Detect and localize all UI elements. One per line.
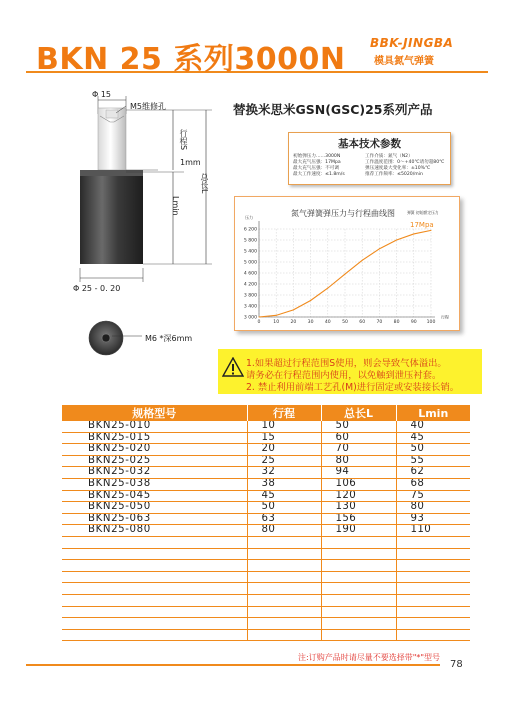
table-row <box>62 583 470 595</box>
x-tick-label: 50 <box>342 320 348 325</box>
lmin-label: Lmin <box>171 196 180 216</box>
series-point <box>310 300 311 301</box>
cell-lmin <box>396 594 470 606</box>
cell-model <box>62 606 247 618</box>
spec-line: 工作温度范围：0～+40℃请勿超80℃ <box>365 160 445 165</box>
cell-total-length <box>321 594 396 606</box>
cell-lmin <box>396 548 470 560</box>
footer-note: 注:订购产品时请尽量不要选择带"*"型号 <box>298 653 441 662</box>
spec-line: 最大充气压强：17Mpa <box>293 160 341 165</box>
table-row <box>62 606 470 618</box>
table-row <box>62 618 470 630</box>
spec-line: 弹压速度最大变化率：±10%℃ <box>365 166 431 171</box>
table-row <box>62 444 470 456</box>
table-row <box>62 594 470 606</box>
y-tick-label: 6 200 <box>243 227 257 233</box>
spec-line: 初始弹压力……3000N <box>293 154 341 159</box>
cell-stroke <box>247 560 321 572</box>
warning-line-3: 2. 禁止利用前端工艺孔(M)进行固定或安装接长销。 <box>246 382 460 393</box>
cell-stroke: 38 <box>247 478 321 490</box>
cell-stroke <box>247 594 321 606</box>
cell-model <box>62 548 247 560</box>
y-tick-label: 3 800 <box>243 293 257 299</box>
y-tick-label: 4 600 <box>243 271 257 277</box>
spec-line: 推荐工作频率：≤5020/min <box>365 172 423 177</box>
table-row <box>62 629 470 641</box>
cell-model: BKN25-025 <box>62 455 247 467</box>
cell-stroke <box>247 629 321 641</box>
cell-lmin: 40 <box>396 421 470 432</box>
x-tick-label: 40 <box>324 320 331 325</box>
header-model: 规格型号 <box>62 405 247 421</box>
brand-subtitle: 模具氮气弹簧 <box>374 56 434 67</box>
cell-total-length: 50 <box>321 421 396 432</box>
spec-line: 工作介质：氮气（N2） <box>365 154 413 159</box>
x-tick-label: 20 <box>290 320 297 325</box>
cell-lmin: 55 <box>396 455 470 467</box>
cell-stroke: 50 <box>247 502 321 514</box>
spec-line: 最大充气压强：不可调 <box>293 166 339 171</box>
cell-stroke <box>247 606 321 618</box>
header-lmin: Lmin <box>396 405 470 421</box>
cell-stroke <box>247 571 321 583</box>
cell-total-length: 80 <box>321 455 396 467</box>
cell-total-length: 120 <box>321 490 396 502</box>
cell-total-length <box>321 548 396 560</box>
table-row <box>62 513 470 525</box>
y-tick-label: 5 000 <box>243 260 257 266</box>
cell-model <box>62 618 247 630</box>
cell-total-length <box>321 583 396 595</box>
cell-total-length: 60 <box>321 432 396 444</box>
cell-lmin <box>396 536 470 548</box>
cell-stroke: 63 <box>247 513 321 525</box>
cell-lmin: 62 <box>396 467 470 479</box>
cell-model <box>62 571 247 583</box>
y-unit-label: 压力 <box>245 215 253 220</box>
cell-model <box>62 560 247 572</box>
cell-total-length <box>321 560 396 572</box>
cell-model: BKN25-020 <box>62 444 247 456</box>
x-tick-label: 60 <box>359 320 366 325</box>
series-point <box>327 288 328 289</box>
cell-lmin: 93 <box>396 513 470 525</box>
cell-total-length: 156 <box>321 513 396 525</box>
cell-total-length: 94 <box>321 467 396 479</box>
cell-total-length <box>321 606 396 618</box>
x-tick-label: 80 <box>393 320 400 325</box>
table-row <box>62 525 470 537</box>
cell-lmin <box>396 606 470 618</box>
cell-stroke: 80 <box>247 525 321 537</box>
header-stroke: 行程 <box>247 405 321 421</box>
y-tick-label: 5 800 <box>243 238 257 244</box>
series-point <box>379 248 380 249</box>
total-length-label: 总长L <box>200 173 209 194</box>
brand-logo: BBK-JINGBA <box>370 36 454 50</box>
table-row <box>62 478 470 490</box>
spring-drawing <box>60 86 230 361</box>
cell-model: BKN25-050 <box>62 502 247 514</box>
cell-lmin <box>396 571 470 583</box>
table-row <box>62 455 470 467</box>
cell-model <box>62 536 247 548</box>
table-row <box>62 536 470 548</box>
cell-lmin <box>396 560 470 572</box>
chart-title: 氮气弹簧弹压力与行程曲线图 <box>291 209 395 218</box>
table-row <box>62 490 470 502</box>
table-row <box>62 548 470 560</box>
cell-model: BKN25-010 <box>62 421 247 432</box>
cell-total-length <box>321 629 396 641</box>
table-row <box>62 467 470 479</box>
cell-lmin: 110 <box>396 525 470 537</box>
warning-line-1: 1.如果超过行程范围S使用，则会导致气体溢出。 <box>246 358 447 369</box>
x-unit-label: 行程 <box>441 314 449 320</box>
y-tick-label: 3 400 <box>243 304 257 310</box>
series-point <box>345 274 346 275</box>
table-body <box>62 421 470 641</box>
table-row <box>62 571 470 583</box>
cell-stroke: 25 <box>247 455 321 467</box>
phi-top-label: Φ 15 <box>92 90 112 99</box>
m6-label: M6 *深6mm <box>145 334 193 343</box>
cell-model: BKN25-032 <box>62 467 247 479</box>
cell-stroke: 45 <box>247 490 321 502</box>
x-tick-label: 100 <box>426 320 436 325</box>
cell-lmin: 80 <box>396 502 470 514</box>
cell-total-length: 70 <box>321 444 396 456</box>
page-number: 78 <box>450 659 463 670</box>
y-tick-label: 5 400 <box>243 249 257 255</box>
spec-box <box>288 132 451 185</box>
cell-total-length: 106 <box>321 478 396 490</box>
cell-lmin: 75 <box>396 490 470 502</box>
spec-table <box>62 405 470 641</box>
cell-lmin: 45 <box>396 432 470 444</box>
cell-lmin: 68 <box>396 478 470 490</box>
cell-stroke <box>247 583 321 595</box>
cell-total-length: 190 <box>321 525 396 537</box>
cell-total-length <box>321 536 396 548</box>
cell-stroke <box>247 536 321 548</box>
one-mm-label: 1mm <box>180 158 201 167</box>
legend-label: 弹簧 初始额定压力 <box>407 210 439 215</box>
phi-bottom-label: Φ 25 - 0. 20 <box>73 284 121 293</box>
series-point <box>396 240 397 241</box>
cell-model: BKN25-015 <box>62 432 247 444</box>
cell-model <box>62 594 247 606</box>
cell-model: BKN25-063 <box>62 513 247 525</box>
cell-model: BKN25-038 <box>62 478 247 490</box>
cell-stroke: 15 <box>247 432 321 444</box>
table-row <box>62 421 470 432</box>
spec-line: 最大工作速度：≤1.8m/s <box>293 172 345 177</box>
series-point <box>293 309 294 310</box>
table-row <box>62 432 470 444</box>
cell-total-length: 130 <box>321 502 396 514</box>
cell-stroke: 20 <box>247 444 321 456</box>
y-tick-label: 4 200 <box>243 282 257 288</box>
pressure-stroke-chart <box>235 197 459 330</box>
series-point <box>431 230 432 231</box>
table-row <box>62 502 470 514</box>
cell-lmin <box>396 629 470 641</box>
x-tick-label: 10 <box>273 320 280 325</box>
annotation-label: 17Mpa <box>410 221 434 229</box>
chart-box <box>234 196 460 331</box>
x-tick-label: 90 <box>410 320 417 325</box>
cell-lmin <box>396 583 470 595</box>
footer-rule <box>26 664 440 666</box>
x-tick-label: 70 <box>376 320 383 325</box>
x-tick-label: 30 <box>307 320 314 325</box>
warning-icon <box>222 357 244 377</box>
table-row <box>62 560 470 572</box>
page-title: BKN 25 系列3000N <box>36 42 346 77</box>
warning-box <box>218 349 482 394</box>
cell-stroke <box>247 548 321 560</box>
cell-model <box>62 583 247 595</box>
spec-title: 基本技术参数 <box>338 138 401 150</box>
subtitle: 替换米思米GSN(GSC)25系列产品 <box>233 102 433 117</box>
table-header-row <box>62 405 470 421</box>
y-tick-label: 3 000 <box>243 315 257 321</box>
warning-line-2: 请务必在行程范围内使用，以免触到泄压衬套。 <box>246 370 442 381</box>
cell-total-length <box>321 618 396 630</box>
cell-model: BKN25-080 <box>62 525 247 537</box>
cell-lmin <box>396 618 470 630</box>
series-point <box>362 260 363 261</box>
stroke-label: 行程S <box>179 129 188 151</box>
cell-stroke: 32 <box>247 467 321 479</box>
m5-hole-label: M5维修孔 <box>130 102 166 111</box>
cell-model <box>62 629 247 641</box>
cell-total-length <box>321 571 396 583</box>
cell-model: BKN25-045 <box>62 490 247 502</box>
cell-stroke: 10 <box>247 421 321 432</box>
cell-stroke <box>247 618 321 630</box>
x-tick-label: 0 <box>257 320 261 325</box>
series-point <box>259 317 260 318</box>
header-total-length: 总长L <box>321 405 396 421</box>
series-point <box>413 233 414 234</box>
cell-lmin: 50 <box>396 444 470 456</box>
series-point <box>276 315 277 316</box>
